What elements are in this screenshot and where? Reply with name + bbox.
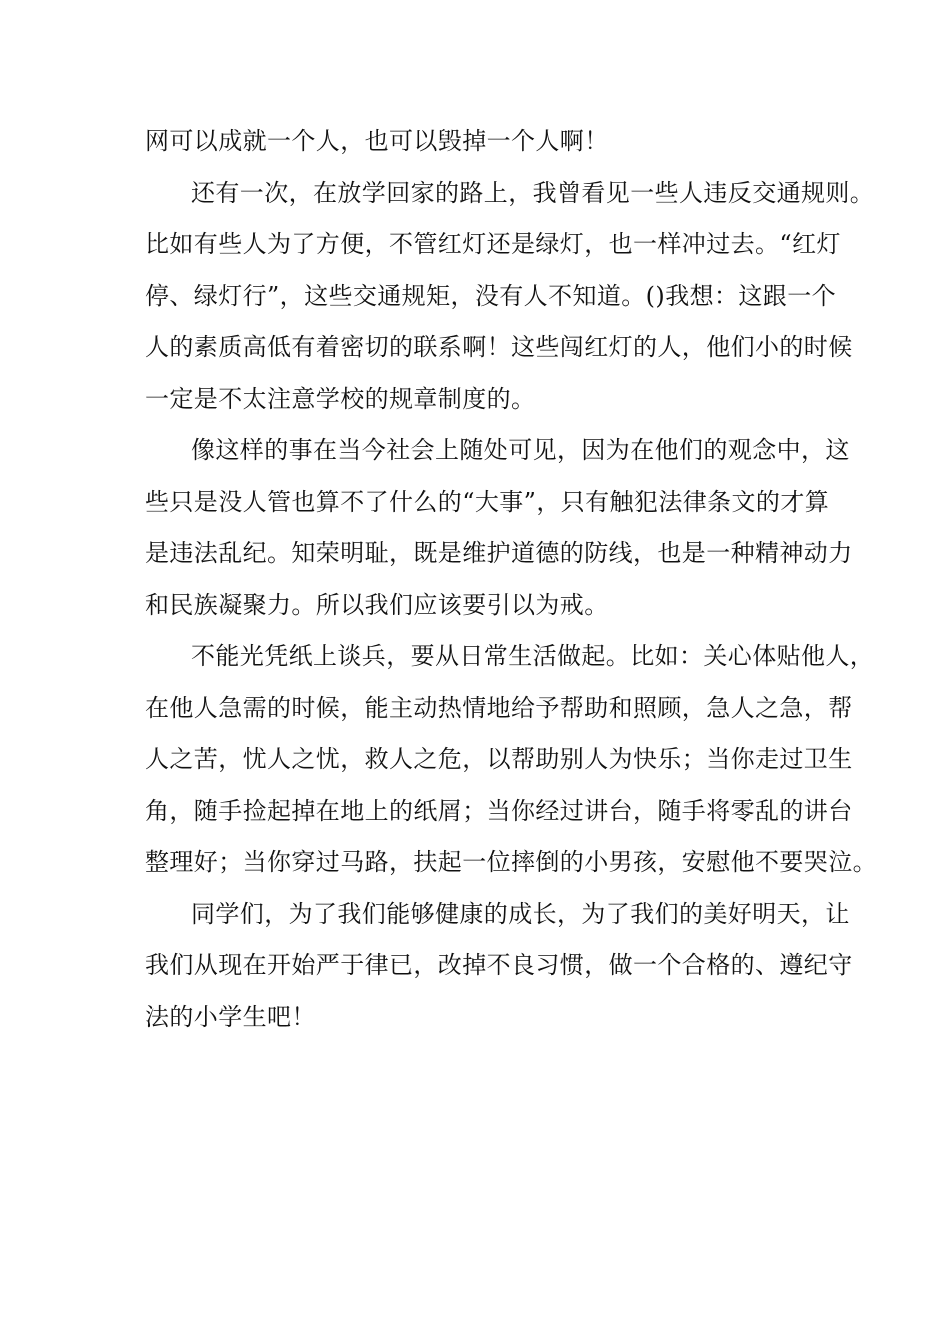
text-line: 角，随手捡起掉在地上的纸屑；当你经过讲台，随手将零乱的讲台	[145, 796, 853, 825]
text-line: 人的素质高低有着密切的联系啊！这些闯红灯的人，他们小的时候	[145, 333, 853, 361]
text-line: 是违法乱纪。知荣明耻，既是维护道德的防线，也是一种精神动力	[145, 539, 853, 567]
text-line: 和民族凝聚力。所以我们应该要引以为戒。	[145, 590, 609, 619]
paragraph-start-line: 还有一次，在放学回家的路上，我曾看见一些人违反交通规则。	[191, 178, 875, 207]
text-line: 法的小学生吧！	[145, 1002, 316, 1031]
text-line: 整理好；当你穿过马路，扶起一位摔倒的小男孩，安慰他不要哭泣。	[145, 848, 877, 876]
text-line: 一定是不太注意学校的规章制度的。	[145, 384, 536, 413]
paragraph-start-line: 像这样的事在当今社会上随处可见，因为在他们的观念中，这	[191, 436, 850, 464]
text-line: 网可以成就一个人，也可以毁掉一个人啊！	[145, 127, 609, 155]
text-line: 些只是没人管也算不了什么的“大事”，只有触犯法律条文的才算	[145, 487, 830, 516]
text-line: 比如有些人为了方便，不管红灯还是绿灯，也一样冲过去。“红灯	[145, 230, 841, 258]
paragraph-start-line: 同学们，为了我们能够健康的成长，为了我们的美好明天，让	[191, 899, 850, 928]
body-text	[145, 116, 877, 1043]
text-line: 我们从现在开始严于律已，改掉不良习惯，做一个合格的、遵纪守	[145, 951, 853, 979]
paragraph-start-line: 不能光凭纸上谈兵，要从日常生活做起。比如：关心体贴他人，	[191, 642, 875, 670]
text-line: 在他人急需的时候，能主动热情地给予帮助和照顾，急人之急，帮	[145, 693, 853, 722]
text-line: 停、绿灯行”，这些交通规矩，没有人不知道。()我想：这跟一个	[145, 281, 836, 310]
text-line: 人之苦，忧人之忧，救人之危，以帮助别人为快乐；当你走过卫生	[145, 745, 853, 773]
